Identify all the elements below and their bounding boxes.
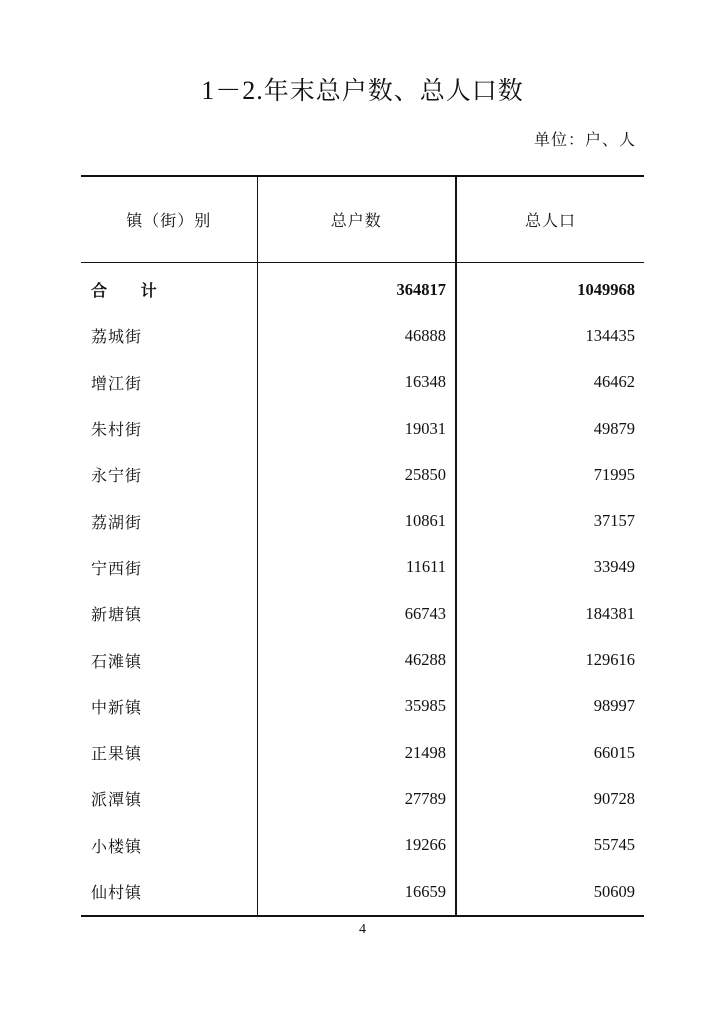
row-households: 25850 bbox=[257, 452, 456, 498]
row-population: 50609 bbox=[456, 868, 644, 915]
table-row bbox=[81, 729, 644, 775]
row-town-name: 中新镇 bbox=[81, 683, 257, 729]
row-population: 90728 bbox=[593, 788, 635, 808]
row-population: 134435 bbox=[585, 325, 635, 345]
total-households: 364817 bbox=[257, 262, 456, 313]
row-town-name: 宁西街 bbox=[81, 544, 257, 590]
table-row bbox=[81, 776, 644, 822]
row-households: 35985 bbox=[257, 683, 456, 729]
row-households: 27789 bbox=[257, 776, 456, 822]
row-households: 21498 bbox=[257, 729, 456, 775]
row-households: 16659 bbox=[257, 868, 456, 915]
table-row bbox=[81, 822, 644, 868]
row-households: 66743 bbox=[257, 591, 456, 637]
row-population: 55745 bbox=[593, 835, 635, 855]
header-town: 镇（街）别 bbox=[81, 176, 257, 262]
row-households: 46888 bbox=[257, 313, 456, 359]
table-row bbox=[81, 683, 644, 729]
row-population: 37157 bbox=[593, 511, 635, 531]
row-town-name: 朱村街 bbox=[81, 405, 257, 451]
row-town-name: 小楼镇 bbox=[81, 822, 257, 868]
page-title bbox=[0, 74, 725, 108]
table-row bbox=[81, 452, 644, 498]
total-row bbox=[81, 262, 644, 313]
row-households: 19031 bbox=[257, 405, 456, 451]
row-town-name: 派潭镇 bbox=[81, 776, 257, 822]
row-households: 11611 bbox=[257, 544, 456, 590]
table-row bbox=[81, 359, 644, 405]
row-households: 16348 bbox=[257, 359, 456, 405]
row-town-name: 荔城街 bbox=[81, 313, 257, 359]
table-row bbox=[81, 868, 644, 915]
row-households: 46288 bbox=[257, 637, 456, 683]
table-row bbox=[81, 591, 644, 637]
row-town-name: 仙村镇 bbox=[81, 868, 257, 915]
title-number: 1－2. bbox=[201, 76, 264, 105]
row-town-name: 永宁街 bbox=[81, 452, 257, 498]
header-population: 总人口 bbox=[456, 176, 644, 262]
title-text: 年末总户数、总人口数 bbox=[263, 76, 524, 105]
table-row bbox=[81, 544, 644, 590]
row-households: 10861 bbox=[257, 498, 456, 544]
row-population: 129616 bbox=[585, 650, 635, 670]
row-population: 71995 bbox=[593, 464, 635, 484]
row-population: 49879 bbox=[593, 418, 635, 438]
row-population: 33949 bbox=[593, 557, 635, 577]
header-households: 总户数 bbox=[257, 176, 456, 262]
table-row bbox=[81, 637, 644, 683]
row-households: 19266 bbox=[257, 822, 456, 868]
table-row bbox=[81, 405, 644, 451]
table-header-row bbox=[81, 176, 644, 262]
table-body bbox=[81, 262, 644, 916]
total-population: 1049968 bbox=[577, 279, 635, 299]
row-population: 184381 bbox=[585, 603, 635, 623]
row-population: 66015 bbox=[593, 742, 635, 762]
table-row bbox=[81, 313, 644, 359]
population-table bbox=[81, 175, 644, 917]
row-town-name: 新塘镇 bbox=[81, 591, 257, 637]
table-row bbox=[81, 498, 644, 544]
total-label: 合 计 bbox=[81, 262, 257, 313]
row-town-name: 正果镇 bbox=[81, 729, 257, 775]
row-town-name: 荔湖街 bbox=[81, 498, 257, 544]
unit-label: 单位：户、人 bbox=[533, 130, 636, 149]
row-population: 46462 bbox=[593, 372, 635, 392]
row-town-name: 增江街 bbox=[81, 359, 257, 405]
row-town-name: 石滩镇 bbox=[81, 637, 257, 683]
page-number: 4 bbox=[359, 922, 366, 937]
row-population: 98997 bbox=[593, 696, 635, 716]
